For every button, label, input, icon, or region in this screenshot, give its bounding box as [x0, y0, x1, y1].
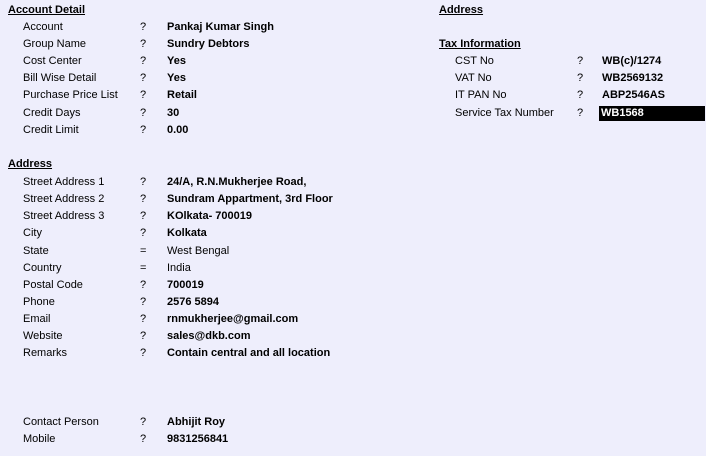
field-separator: ? — [140, 38, 147, 50]
field-value[interactable]: 30 — [167, 107, 180, 119]
field-separator: = — [140, 245, 147, 257]
field-value[interactable]: Pankaj Kumar Singh — [167, 21, 274, 33]
field-value[interactable]: Kolkata — [167, 227, 207, 239]
field-label: City — [23, 227, 42, 239]
field-separator: ? — [140, 433, 147, 445]
field-value[interactable]: Contain central and all location — [167, 347, 331, 359]
field-label: VAT No — [455, 72, 492, 84]
field-separator: ? — [140, 176, 147, 188]
field-label: Phone — [23, 296, 55, 308]
field-separator: ? — [140, 55, 147, 67]
field-value[interactable]: Yes — [167, 72, 186, 84]
field-separator: ? — [140, 89, 147, 101]
field-label: Account — [23, 21, 63, 33]
field-label: Service Tax Number — [455, 107, 554, 119]
field-label: Cost Center — [23, 55, 82, 67]
field-value[interactable]: sales@dkb.com — [167, 330, 251, 342]
field-label: Street Address 3 — [23, 210, 105, 222]
field-value[interactable]: Sundry Debtors — [167, 38, 250, 50]
field-label: Group Name — [23, 38, 86, 50]
field-value[interactable]: Retail — [167, 89, 197, 101]
field-value[interactable]: 9831256841 — [167, 433, 229, 445]
field-value[interactable]: Abhijit Roy — [167, 416, 226, 428]
field-value[interactable]: WB(c)/1274 — [602, 55, 662, 67]
field-separator: ? — [140, 416, 147, 428]
field-service-tax-number[interactable] — [455, 106, 705, 121]
tax-information-heading: Tax Information — [439, 38, 521, 50]
field-value[interactable]: 24/A, R.N.Mukherjee Road, — [167, 176, 307, 188]
field-value[interactable]: Sundram Appartment, 3rd Floor — [167, 193, 333, 205]
field-label: Contact Person — [23, 416, 99, 428]
account-detail-heading: Account Detail — [8, 4, 86, 16]
field-separator: ? — [140, 72, 147, 84]
field-separator: ? — [577, 107, 584, 119]
field-value[interactable]: ABP2546AS — [602, 89, 665, 101]
field-separator: ? — [577, 55, 584, 67]
field-separator: = — [140, 262, 147, 274]
field-value[interactable]: Yes — [167, 55, 186, 67]
field-value[interactable]: India — [167, 262, 191, 274]
field-label: Street Address 2 — [23, 193, 105, 205]
field-separator: ? — [140, 124, 147, 136]
field-separator: ? — [140, 330, 147, 342]
field-separator: ? — [140, 107, 147, 119]
field-label: CST No — [455, 55, 494, 67]
field-label: Mobile — [23, 433, 56, 445]
address-heading: Address — [8, 158, 53, 170]
field-value[interactable]: rnmukherjee@gmail.com — [167, 313, 299, 325]
field-separator: ? — [140, 227, 147, 239]
active-field-value[interactable]: WB1568 — [599, 106, 705, 121]
field-label: Email — [23, 313, 51, 325]
field-label: Purchase Price List — [23, 89, 118, 101]
field-label: Website — [23, 330, 63, 342]
field-separator: ? — [577, 72, 584, 84]
field-value[interactable]: KOlkata- 700019 — [167, 210, 252, 222]
field-label: Street Address 1 — [23, 176, 105, 188]
right-address-heading: Address — [439, 4, 484, 16]
field-value[interactable]: WB2569132 — [602, 72, 664, 84]
field-label: Remarks — [23, 347, 68, 359]
field-label: Postal Code — [23, 279, 83, 291]
field-separator: ? — [140, 279, 147, 291]
field-value[interactable]: West Bengal — [167, 245, 230, 257]
field-separator: ? — [140, 347, 147, 359]
field-label: State — [23, 245, 49, 257]
field-separator: ? — [140, 210, 147, 222]
field-label: IT PAN No — [455, 89, 507, 101]
field-separator: ? — [577, 89, 584, 101]
field-value[interactable]: 2576 5894 — [167, 296, 219, 308]
field-label: Credit Limit — [23, 124, 79, 136]
field-separator: ? — [140, 21, 147, 33]
field-label: Country — [23, 262, 62, 274]
field-separator: ? — [140, 313, 147, 325]
field-separator: ? — [140, 296, 147, 308]
field-label: Bill Wise Detail — [23, 72, 97, 84]
field-separator: ? — [140, 193, 147, 205]
field-value[interactable]: 0.00 — [167, 124, 189, 136]
field-value[interactable]: 700019 — [167, 279, 204, 291]
field-label: Credit Days — [23, 107, 81, 119]
